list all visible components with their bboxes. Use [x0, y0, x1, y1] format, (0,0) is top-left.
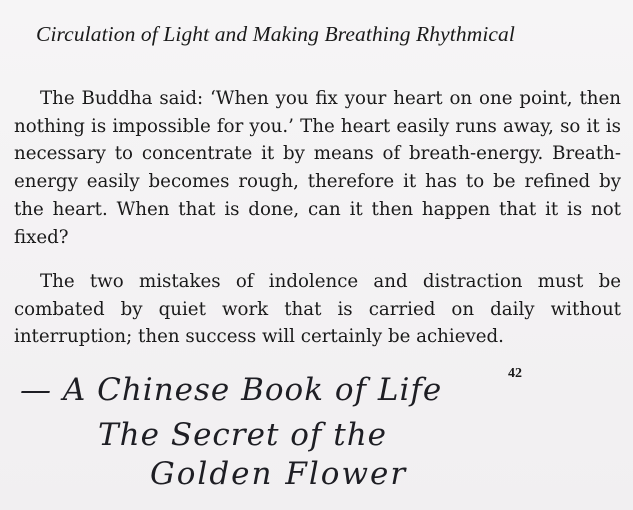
handwritten-line-1: — A Chinese Book of Life: [20, 372, 443, 408]
handwritten-line-3: Golden Flower: [150, 456, 408, 492]
paragraph-1: The Buddha said: ‘When you fix your heart on one point, then nothing is impossible for you.’ The heart easily runs away, so it is necessary to concentrate it by means of breath-energy. Breath-energy easily becomes rough, therefore it has to be refined by the heart. When that is done, can it then happen that it is not fixed?: [14, 88, 621, 248]
chapter-title: Circulation of Light and Making Breathing Rhythmical: [36, 22, 515, 46]
page-number: 42: [508, 366, 522, 381]
paragraph-2: The two mistakes of indolence and distraction must be combated by quiet work that is carried on daily without interruption; then success will certainly be achieved.: [14, 271, 621, 348]
handwritten-line-2: The Secret of the: [98, 417, 388, 453]
